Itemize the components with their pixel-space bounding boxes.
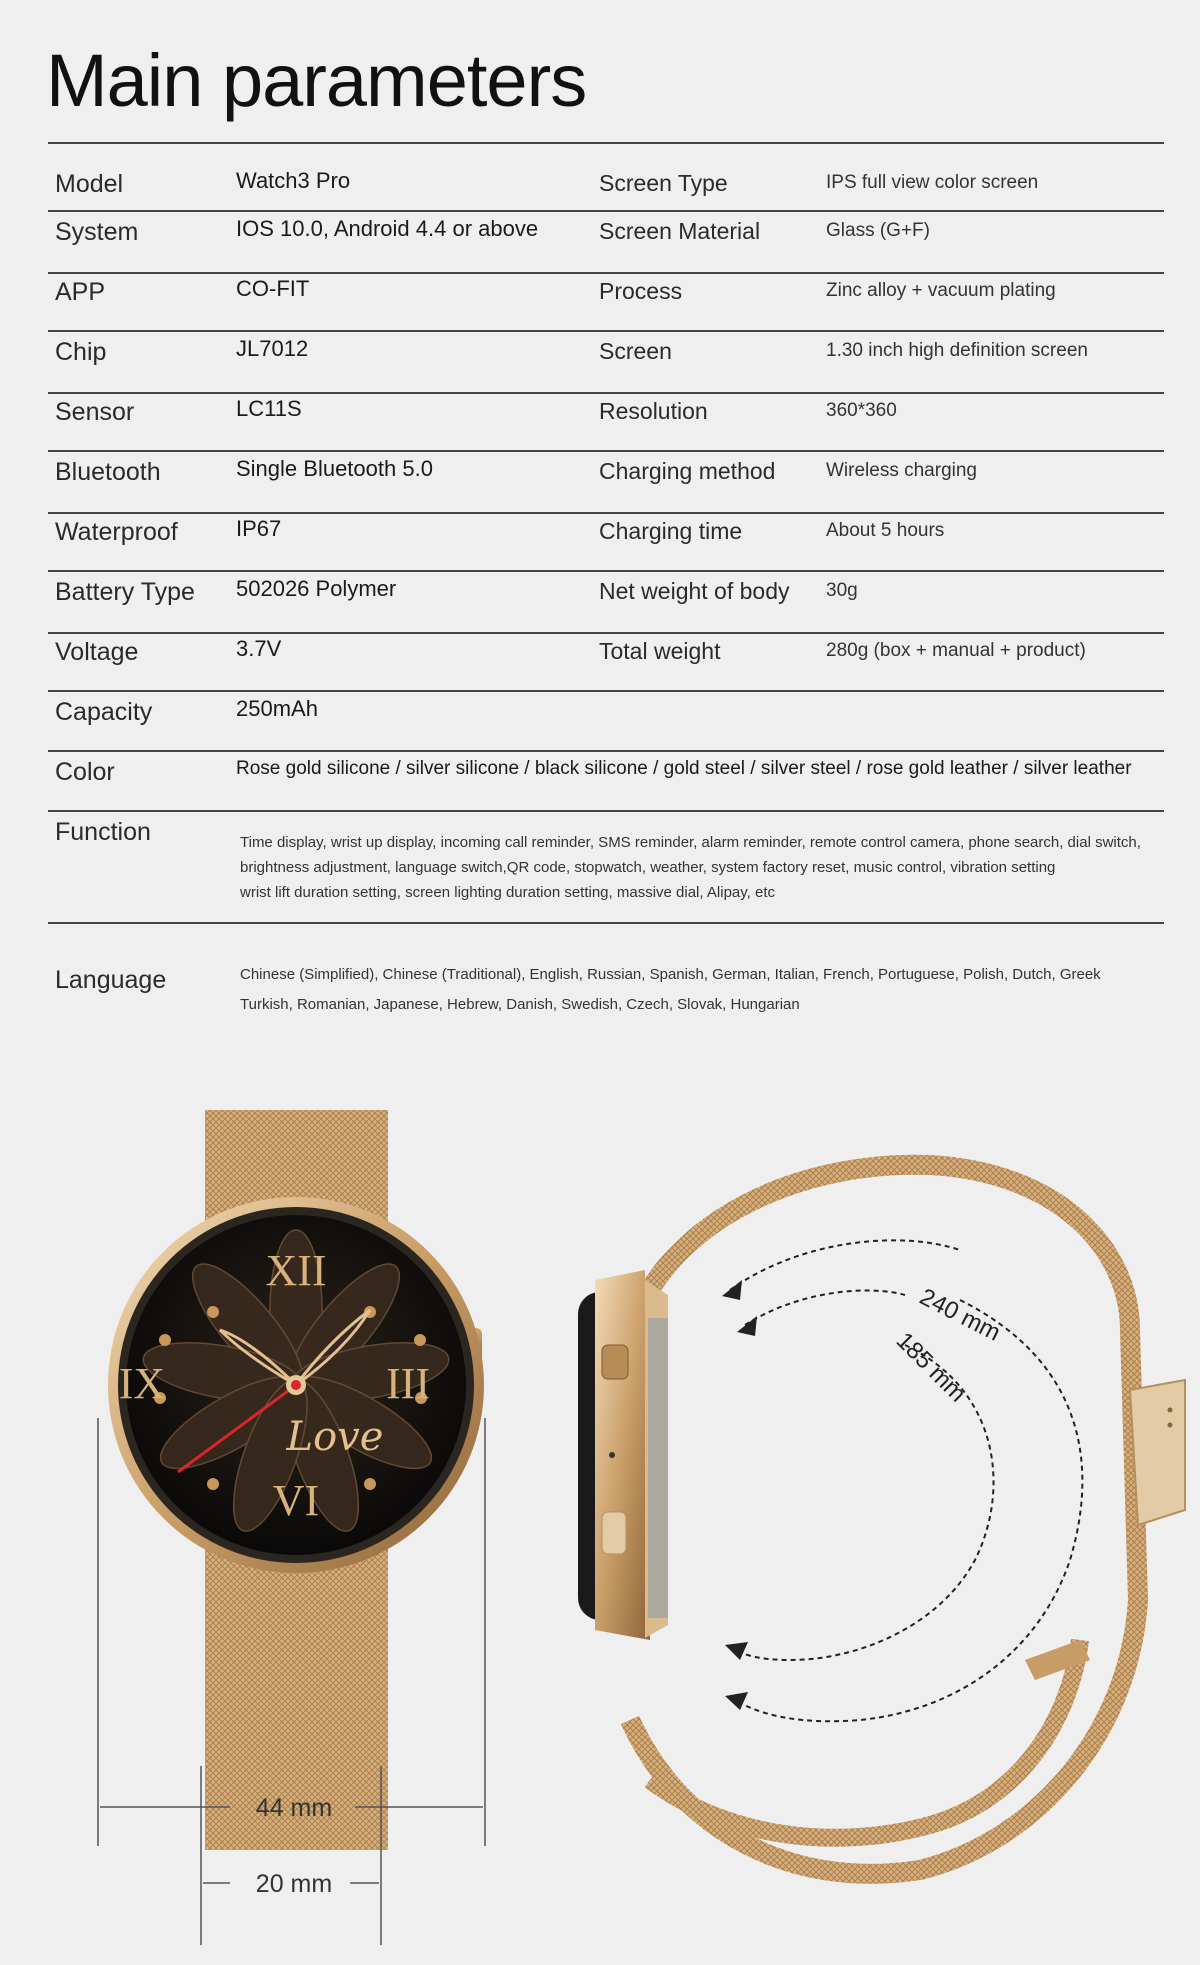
side-button [602, 1512, 626, 1554]
numeral-3: III [386, 1359, 430, 1408]
spec-value: Single Bluetooth 5.0 [236, 456, 433, 481]
spec-value: IOS 10.0, Android 4.4 or above [236, 216, 539, 241]
spec-label-2: Net weight of body [599, 578, 790, 604]
spec-label: Battery Type [55, 578, 195, 606]
side-strap-outer [625, 1165, 1138, 1874]
spec-label: Model [55, 170, 124, 198]
center-pin [291, 1380, 301, 1390]
language-line: Chinese (Simplified), Chinese (Traditional), English, Russian, Spanish, German, Italian, French, Portuguese, Polish, Dutch, Greek [240, 966, 1101, 983]
language-text [240, 960, 1170, 1020]
spec-row-app [48, 250, 1164, 310]
divider [48, 922, 1164, 924]
spec-value: 250mAh [236, 696, 318, 721]
function-line: Time display, wrist up display, incoming call reminder, SMS reminder, alarm reminder, remote control camera, phone search, dial switch, [240, 834, 1141, 851]
spec-label-2: Charging time [599, 518, 743, 544]
spec-value: Rose gold silicone / silver silicone / black silicone / gold steel / silver steel / rose gold leather / silver leather [236, 758, 1132, 779]
spec-row-chip [48, 310, 1164, 370]
spec-label: Sensor [55, 398, 135, 426]
spec-label-2: Resolution [599, 398, 708, 424]
spec-value: CO-FIT [236, 276, 310, 301]
spec-row-system [48, 190, 1164, 250]
watch-illustration [0, 1080, 1200, 1960]
mic-hole [609, 1452, 615, 1458]
side-strap-inner [650, 1640, 1080, 1838]
page-title: Main parameters [46, 39, 587, 122]
spec-value-2: Wireless charging [826, 460, 977, 481]
spec-label: Chip [55, 338, 107, 366]
numeral-6: VI [272, 1476, 320, 1525]
language-line: Turkish, Romanian, Japanese, Hebrew, Danish, Swedish, Czech, Slovak, Hungarian [240, 996, 800, 1013]
spec-value-2: 1.30 inch high definition screen [826, 340, 1088, 361]
spec-value: IP67 [236, 516, 282, 541]
spec-row-voltage [48, 610, 1164, 670]
case-width-label: 44 mm [255, 1794, 333, 1822]
sensor-back [648, 1318, 668, 1618]
spec-value: 502026 Polymer [236, 576, 397, 601]
spec-label: System [55, 218, 139, 246]
spec-label: Voltage [55, 638, 139, 666]
spec-label-2: Screen Material [599, 218, 761, 244]
spec-label-2: Screen [599, 338, 672, 364]
spec-value-2: 360*360 [826, 400, 897, 421]
spec-value: 3.7V [236, 636, 282, 661]
arrow-heads [722, 1280, 757, 1710]
numeral-9: IX [118, 1359, 166, 1408]
spec-value: JL7012 [236, 336, 309, 361]
spec-value: Watch3 Pro [236, 168, 351, 193]
strap-width-label: 20 mm [255, 1870, 333, 1898]
spec-value-2: Glass (G+F) [826, 220, 930, 241]
side-crown [602, 1345, 628, 1379]
spec-label: Bluetooth [55, 458, 161, 486]
min-circumference-label: 185 mm [890, 1327, 972, 1408]
spec-row-capacity [48, 670, 1164, 730]
clasp [1130, 1380, 1185, 1525]
function-line: brightness adjustment, language switch,QR code, stopwatch, weather, system factory reset, music control, vibration setting [240, 859, 1056, 876]
spec-row-bluetooth [48, 430, 1164, 490]
numeral-12: XII [265, 1246, 327, 1295]
spec-label-2: Total weight [599, 638, 721, 664]
spec-row-color [48, 730, 1164, 790]
spec-label-2: Charging method [599, 458, 776, 484]
side-case [595, 1270, 650, 1640]
spec-label: Capacity [55, 698, 153, 726]
spec-label: APP [55, 278, 106, 306]
spec-value-2: About 5 hours [826, 520, 945, 541]
spec-value: LC11S [236, 396, 302, 421]
spec-label-2: Screen Type [599, 170, 728, 196]
spec-row-waterproof [48, 490, 1164, 550]
dial-script: Love [286, 1414, 384, 1460]
function-text [240, 830, 1170, 905]
side-watch [578, 1165, 1185, 1874]
front-watch [98, 1110, 485, 1945]
circumference-arrows [730, 1240, 1082, 1721]
spec-row-battery [48, 550, 1164, 610]
spec-value-2: 280g (box + manual + product) [826, 640, 1086, 661]
max-circumference-label: 240 mm [915, 1283, 1005, 1347]
function-line: wrist lift duration setting, screen lighting duration setting, massive dial, Alipay, etc [240, 884, 775, 901]
spec-row-sensor [48, 370, 1164, 430]
spec-label: Language [55, 966, 167, 994]
spec-value-2: Zinc alloy + vacuum plating [826, 280, 1056, 301]
spec-label: Waterproof [55, 518, 178, 546]
spec-label: Function [55, 818, 151, 846]
spec-value-2: IPS full view color screen [826, 172, 1039, 193]
watch-drawing [0, 1080, 1200, 1960]
spec-value-2: 30g [826, 580, 858, 601]
spec-label-2: Process [599, 278, 683, 304]
spec-label: Color [55, 758, 115, 786]
